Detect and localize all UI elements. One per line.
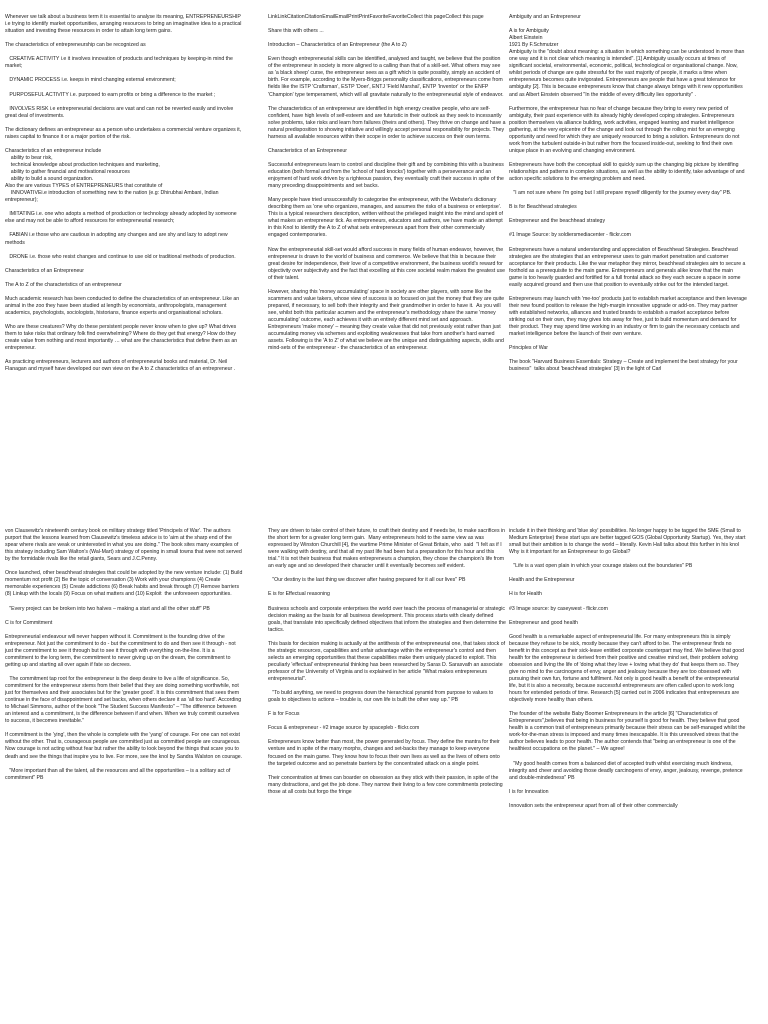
paragraph: A is for Ambiguity Albert Einstein 1921 By F.Schmutzer Ambiguity is the "doubt about meaning: a situation in which something can be understood in more than one way and it is not clear which meaning is intended". [1] Ambiguity usually occurs at times of significant societal, environmental, economic, political, technological or organisational change. Now, whilst periods of change are quite stressful for the vast majority of people, it marks a time when entrepreneurs becomes quite invigorated. Entrepreneurs are people that have a great tolerance for ambiguity [2]. This is because entrepreneurs know that change always brings with it new opportunities and as Albert Einstein observed "In the middle of every difficulty lies opportunity" .: [509, 28, 745, 98]
paragraph: Health and the Entrepreneur: [509, 577, 575, 584]
paragraph: CREATIVE ACTIVITY i.e it involves innovation of products and techniques by keeping-in mind the market;: [5, 56, 235, 70]
paragraph: Entrepreneurs have a natural understanding and appreciation of Beachhead Strategies. Beachhead strategies are the strategies that an entrepreneur uses to gain market penetration and customer acceptance for their products. Like the war metaphor they mirror, beachhead strategies aim to secure a foothold as a prerequisite to the main game. Entrepreneurs and generals alike know that the main game is too heavily guarded and fortified for a full frontal attack so they each secure a space in some easily acquired ground and then use that position to eventually strike out for the intended target.: [509, 246, 747, 288]
paragraph: Their concentration at times can boarder on obsession as they stick with their passion, in spite of the many distractions, and get the job done. They narrow their living to a few core commitments protecting those at all costs but forgo the fringe: [268, 774, 505, 795]
paragraph: DYNAMIC PROCESS i.e. keeps in mind changing external environment;: [5, 77, 176, 84]
paragraph: LinkLinkCitationCitationEmailEmailPrintPrintFavoriteFavoriteCollect this pageCollect this page: [268, 14, 484, 20]
paragraph: However, sharing this 'money accumulating' space in society are other players, with some like the scammers and value takers, whose view of success is so focused on just the money that they are quite prepared, if necessary, to sell both their integrity and their grandmother in order to have it. As you will see, whilst both this particular acumen and the entrepreneur's methodology share the same 'money accumulating' outcome, each achieves it with an entirely different mind set and approach. Entrepreneurs 'make money' – meaning they create value that did not previously exist rather than just accumulating money via schemes and exploiting weaknesses that take from another's hard earned assets. Following is the 'A to Z' of what we believe are the unique and distinguishing aspects, skills and mind-sets of the entrepreneur - the characteristics of an entrepreneur.: [268, 288, 506, 352]
paragraph: #1 Image Source: by soldiersmediacenter - flickr.com: [509, 232, 631, 239]
paragraph: The dictionary defines an entrepreneur as a person who undertakes a commercial venture organizes it, raises capital to finance it or a major portion of the risk.: [5, 126, 243, 140]
paragraph: C is for Commitment: [5, 619, 53, 626]
paragraph: Whenever we talk about a business term it is essential to analyse its meaning, ENTREPRENEURSHIP i.e trying to identify market opportunities, arranging resources to bring an imaginative idea to a practical situation and investing these resources in order to attain long term gains.: [5, 14, 243, 35]
paragraph: Even though entrepreneurial skills can be identified, analysed and taught, we believe that the position of the entrepreneur in society is more aligned to a calling than that of a skill-set. What others may see as 'a black sheep' curse, the entrepreneur sees as a gift which is quite possibly, simply an accident of birth. For example, according to the Myers-Briggs personality classifications, entrepreneurs come from fields like the ISTP 'Craftsman', ESTP 'Doer', ENTJ 'Field Marshal', ENTP 'Inventor' or the ENFP 'Champion' type temperament, which will all gravitate naturally to the entrepreneurial style of endeavor.: [268, 56, 505, 98]
paragraph: The commitment tap root for the entrepreneur is the deep desire to live a life of significance. So, commitment for the entrepreneur stems from their belief that they are doing something worthwhile, not just for themselves and their associates but for the 'greater good'. It is this commitment that sees them continue in the face of disappointment and set backs, when others declare it as 'all too hard'. According to Michael Simmons, author of the book "The Student Success Manifesto" – "The difference between an interest and a commitment, is the difference between if and when. When we truly commit ourselves to success, it becomes inevitable.": [5, 675, 243, 725]
paragraph: The founder of the website Baby Boomer Entrepreneurs in the article [6] "Characteristics of Entrepreneurs",believes that being in business for yourself is good for health. They believe that good health is a common trait of entrepreneurs primarily because their stress can be self-managed whilst the work-for-the-man stress is imposed and many times inescapable. It is this unresolved stress that the author believes leads to poor health. The author contends that "being an entrepreneur is one of the healthiest occupations on the planet." – We agree!: [509, 711, 747, 753]
paragraph: Characteristics of an entrepreneur include ability to bear risk, technical knowledge about production techniques and marketing, ability to gather financial and motivational resources ability to build a sound organization. Also the are various TYPES of ENTREPRENEURS that constitute of INNOVATIVEi.e introduction of something new to the nation (e.g: Dhirubhai Ambani, Indian entrepreneur);: [5, 147, 219, 204]
paragraph: If commitment is the 'ying', then the whole is complete with the 'yang' of courage. For one can not exist without the other. That is, courageous people are committed just as committed people are courageous. Now courage is not acting without fear but rather the ability to look beyond the things that scare you to death and see the things that inspire you to live. For more, see the knol by Sandra Walston on courage.: [5, 732, 243, 760]
paragraph: They are driven to take control of their future, to craft their destiny and if needs be, to make sacrifices in the short term for a greater long term gain. Many entrepreneurs hold to the same view as was expressed by Winston Churchill [4], the wartime Prime Minister of Great Britain, who said "I felt as if I were walking with destiny, and that all my past life had been but a preparation for this hour and this trial." It is not their business that makes entrepreneurs a champion, they chose the champion's life from an early age and so developed their character until it eventually becomes self evident.: [268, 528, 507, 570]
paragraph: "My good health comes from a balanced diet of accepted truth whilst exercising much kindness, integrity and cheer and avoiding those deadly carcinogens of envy, anger, jealousy, revenge, pretence and double-mindedness" PB: [509, 760, 745, 781]
paragraph: "I am not sure where I'm going but I still prepare myself diligently for the journey every day" PB.: [509, 190, 732, 197]
page2-column-3: [509, 528, 747, 817]
paragraph: Characteristics of an Entrepreneur: [268, 147, 348, 154]
paragraph: PURPOSEFUL ACTIVITY i.e. purposed to earn profits or bring a difference to the market ;: [5, 91, 216, 98]
paragraph: I is for Innovation: [509, 788, 549, 795]
paragraph: B is for Beachhead strategies: [509, 204, 577, 211]
paragraph: include it in their thinking and 'blue sky' possibilities. No longer happy to be tagged the SME (Small to Medium Enterprise) these start ups are better tagged GOS (Global Opportunity Startup). Yes, they start small but their ambition is to change the world – literally. Kevin Hall talks about this further in his knol Why is it important for an Entrepreneur to go Global?: [509, 528, 747, 556]
paragraph: #3 Image source: by caseywest - flickr.com: [509, 605, 608, 612]
paragraph: Principles of War: [509, 345, 549, 352]
paragraph: This basis for decision making is actually at the antithesis of the entrepreneurial one, that takes stock of the strategic resources, capabilities and unfair advantage within the entrepreneur's control and then selects an emerging opportunities that these capabilities make them uniquely placed to exploit. This peculiarly 'effectual' entrepreneurial thinking has been researched by Saras D. Sarasvath an associate professor of the University of Virginia and is explained in her article "What makes entrepreneurs entrepreneurial".: [268, 640, 507, 682]
paragraph: Once launched, other beachhead strategies that could be adopted by the new venture include: (1) Build momentum not profit (2) Be the topic of conversation (3) Work with your champions (4) Create memorable experiences (5) Create addictions (6) Break habits and break through (7) Remove barriers (8) Linkup with the locals (9) Focus on what matters and (10) Exploit the unforeseen opportunities.: [5, 570, 244, 598]
paragraph: Innovation sets the entrepreneur apart from all of their other commercially: [509, 802, 678, 809]
document-page-2: [0, 512, 768, 1024]
paragraph: FABIAN i.e those who are cautious in adopting any changes and are shy and lazy to adopt new methods: [5, 232, 230, 246]
paragraph: "More important than all the talent, all the resources and all the opportunities – is a solitary act of commitment" PB: [5, 767, 232, 781]
paragraph: The characteristics of entrepreneurship can be recognized as: [5, 42, 146, 49]
paragraph: Entrepreneur and the beachhead strategy: [509, 218, 606, 225]
paragraph: Characteristics of an Entrepreneur: [5, 267, 85, 274]
paragraph: Much academic research has been conducted to define the characteristics of an entrepreneur. Like an animal in the zoo they have been studied at length by economists, anthropologists, management academics, psychologists, sociologists, historians, finance experts and organisational scholars.: [5, 295, 241, 316]
paragraph: The book "Harvard Business Essentials: Strategy – Create and implement the best strategy for your business" talks about 'beachhead strategies' [3] in the light of Carl: [509, 359, 740, 373]
paragraph: The characteristics of an entrepreneur are identified in high energy creative people, who are self-confident, have high levels of self-esteem and are futuristic in their outlook as they seek to incessantly solve problems, take risks and learn from failures (theirs and others). They thrive on change and have a natural predisposition to showing initiative and willingly accept personal responsibility for projects. They harness all available resources within their scope in order to achieve success on their own terms.: [268, 105, 507, 140]
paragraph: Business schools and corporate enterprises the world over teach the process of managerial or strategic decision making as the basis for all business development. This process starts with clearly defined goals, that translate into specifically defined objectives that inform the strategies and then determine the tactics.: [268, 605, 508, 633]
paragraph: Entrepreneurial endeavour will never happen without it. Commitment is the founding drive of the entrepreneur. Not just the commitment to do - but the commitment to do and then see it through - not just the commitment to see it through but to see it through with everything on-the-line. It is a commitment to the long term, the commitment to never giving up on the dream, the commitment to getting up and starting all over again if fate so decrees.: [5, 633, 238, 668]
paragraph: IMITATING i.e. one who adopts a method of production or technology already adopted by someone else and may not be able to afford resources for entrepreneurial research;: [5, 211, 239, 225]
paragraph: Many people have tried unsuccessfully to categorise the entrepreneur, with the Webster's dictionary describing them as 'one who organizes, manages, and assumes the risks of a business or enterprise'. This is a typical researchers description, written without the privileged insight into the mind and spirit of what makes an entrepreneur tick. As entrepreneurs, educators and authors, we have made an attempt in this Knol to identify the A to Z of what sets entrepreneurs apart from their other commercially engaged contemporaries.: [268, 197, 505, 239]
paragraph: Now the entrepreneurial skill-set would afford success in many fields of human endeavor, however, the entrepreneur is drawn to the world of business and commerce. We believe that this is because their great desire for independence, their love of a competitive environment, the business world's reward for objectivity over subjectivity and the fact that excelling at this core societal realm makes the greatest use of their talent.: [268, 246, 507, 281]
page2-column-1: [5, 528, 243, 789]
page1-column-1: [5, 14, 243, 380]
paragraph: F is for Focus: [268, 711, 300, 718]
paragraph: Focus & entrepreneur - #2 image source by spacepleb - flickr.com: [268, 725, 420, 732]
paragraph: Entrepreneurs know better than most, the power generated by focus. They define the mantra for their venture and in spite of the many morphs, changes and set-backs they manage to keep everyone focused on the main game. They know how to focus their own lives as well as the lives of others onto the targeted outcome and so penetrate barriers by the concentrated attack on a single point.: [268, 739, 502, 767]
page1-column-2: [268, 14, 506, 359]
paragraph: "Life is a vast open plain in which your courage stakes out the boundaries" PB: [509, 563, 693, 570]
paragraph: E is for Effectual reasoning: [268, 591, 330, 598]
paragraph: von Clausewitz's nineteenth century book on military strategy titled 'Principels of War'. The authors purport that the lessons learned from Clausewitz's timeless advice is to 'aim at the sharp end of the spear where rivals are weak or uninterested in what you are doing." The book sites many examples of this strategy including Sam Walton's (Wal-Mart) strategy of opening in small towns that were not served by the formidable rivals like the retail giants, Sears and J.C.Penny.: [5, 528, 244, 563]
paragraph: Entrepreneur and good health: [509, 619, 578, 626]
paragraph: Entrepreneurs may launch with 'me-too' products just to establish market acceptance and then leverage their new found position to release the high-margin innovative upgrade or add-on. They may partner with established networks, alliances and trusted brands to establish a market acceptance before striking out on their own, they may gives lots away for free, just to build momentum and demand for their product. They may spend time working in an industry or firm to gain the necessary contacts and market intelligence before the launch of their own venture.: [509, 295, 749, 338]
paragraph: "To build anything, we need to progress down the hierarchical pyramid from purpose to values to goals to objectives to actions – trouble is, our own life is built the other way up." PB: [268, 690, 495, 704]
paragraph: Introduction – Characteristics of an Entrepreneur (the A to Z): [268, 42, 407, 49]
paragraph: Successful entrepreneurs learn to control and discipline their gift and by combining this with a business education (both formal and from the 'school of hard knocks') together with a perseverance and an enjoyment of hard work driven by a righteous passion, they eventually craft their success in spite of the many preceding disappointments and set backs.: [268, 161, 506, 190]
paragraph: As practicing entrepreneurs, lecturers and authors of entrepreneurial books and material, Dr. Neil Flanagan and myself have developed our own view on the A to Z characteristics of an entrepreneur .: [5, 359, 236, 373]
paragraph: Entrepreneurs have both the conceptual skill to quickly sum up the changing big picture by identifing relationships and patterns in complex situations, as well as the ability to identify, take advantage of and action specific solutions to the emerging problem and need.: [509, 161, 746, 183]
paragraph: The A to Z of the characteristics of an entrepreneur: [5, 281, 122, 288]
paragraph: Good health is a remarkable aspect of entrepreneurial life. For many entrepreneurs this is simply because they refuse to be sick, mostly because they can't afford to be. The entrepreneur finds no benefit in this concept as their sick-leave entitled corporate counterpart may find. We believe that good health for the entrepreneur is derived from their positive and creative mind set, their problem solving obsession and living the life of 'doing what they love + loving what they do' that keeps them so. They give no mind to the carcinogens of envy, anger and jealousy because they are too obsessed with pursuing their own fun, fortune and fulfilment. Not only is good health a benefit of the entrepreneurial life, but it is also a necessity, because successful entrepreneurs are often called upon to work long hours for extended periods of time. Research [5] carried out in 2006 indicates that entrepreneurs are objectively more healthy than others.: [509, 633, 746, 704]
paragraph: Share this with others ...: [268, 28, 324, 35]
paragraph: DRONE i.e. those who resist changes and continue to use old or traditional methods of production.: [5, 253, 236, 260]
page1-column-3: [509, 14, 747, 380]
paragraph: H is for Health: [509, 591, 542, 598]
paragraph: Furthermore, the entrepreneur has no fear of change because they bring to every new period of ambiguity, their past experience with its already highly developed coping strategies. Entrepreneurs position themselves via alliance building, work activities, engaged learning and market intelligence gathering, at the very epicentre of the change and look out through the roiling mist for an emerging opportunity and need for which they are uniquely resourced to bring a solution. Entrepreneurs do not work from the turbulent outside-in but rather from the focused inside-out, seeking to find their own unique place in an evolving and changing environment.: [509, 105, 741, 154]
paragraph: INVOLVES RISK i.e entrepreneurial decisions are vast and can not be reverted easily and involve great deal of investments.: [5, 105, 235, 119]
paragraph: "Our destiny is the last thing we discover after having prepared for it all our lives" PB: [268, 577, 466, 584]
paragraph: "Every project can be broken into two halves – making a start and all the other stuff" PB: [5, 605, 210, 612]
page2-column-2: [268, 528, 506, 803]
paragraph: Ambiguity and an Entrepreneur: [509, 14, 581, 20]
paragraph: Who are these creatures? Why do these persistent people never know when to give up? What drives them to take risks that ordinary folk find overwhelming? Where do they get that energy? How do they create value from nothing and most importantly … what are the characteristics that define them as an entrepreneur.: [5, 324, 239, 352]
